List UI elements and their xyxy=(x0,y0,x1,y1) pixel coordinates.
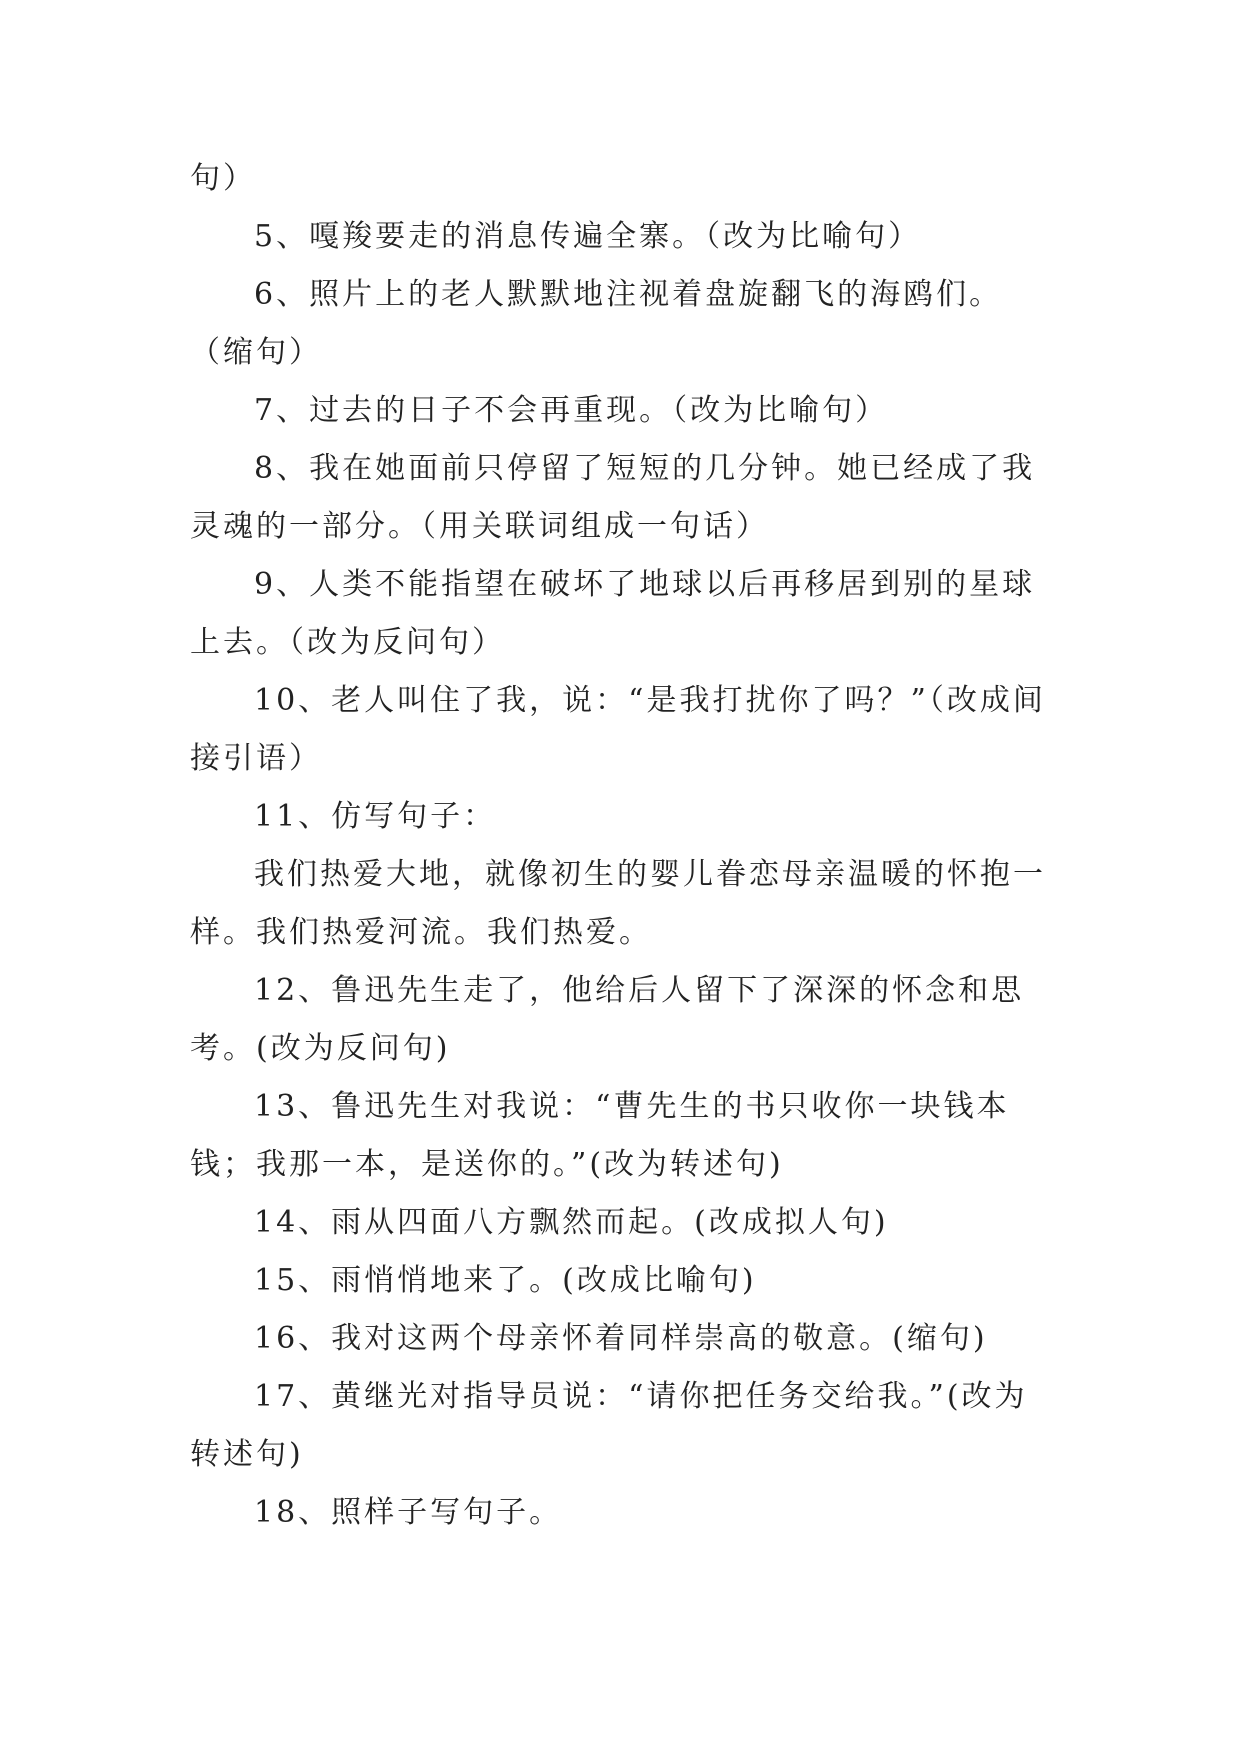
paragraph: 7、过去的日子不会再重现。（改为比喻句） xyxy=(254,393,889,428)
paragraph: 12、鲁迅先生走了，他给后人留下了深深的怀念和思考。(改为反问句) xyxy=(190,973,1025,1066)
paragraph: 6、照片上的老人默默地注视着盘旋翻飞的海鸥们。（缩句） xyxy=(190,277,1003,370)
paragraph: 9、人类不能指望在破坏了地球以后再移居到别的星球上去。（改为反问句） xyxy=(190,567,1036,660)
paragraph: 18、照样子写句子。 xyxy=(254,1495,563,1530)
paragraph: 14、雨从四面八方飘然而起。(改成拟人句) xyxy=(254,1205,889,1240)
paragraph: 17、黄继光对指导员说：“请你把任务交给我。”(改为转述句) xyxy=(190,1379,1028,1472)
paragraph: 5、嘎羧要走的消息传遍全寨。（改为比喻句） xyxy=(254,219,922,254)
paragraph: 10、老人叫住了我，说：“是我打扰你了吗？”（改成间接引语） xyxy=(190,683,1046,776)
paragraph: 11、仿写句子： xyxy=(254,799,497,834)
paragraph: 8、我在她面前只停留了短短的几分钟。她已经成了我灵魂的一部分。（用关联词组成一句话） xyxy=(190,451,1036,544)
document-page xyxy=(190,150,1052,1542)
paragraph: 16、我对这两个母亲怀着同样崇高的敬意。(缩句) xyxy=(254,1321,988,1356)
paragraph: 句） xyxy=(190,161,256,196)
paragraph: 我们热爱大地，就像初生的婴儿眷恋母亲温暖的怀抱一样。我们热爱河流。我们热爱。 xyxy=(190,857,1046,950)
paragraph: 15、雨悄悄地来了。(改成比喻句) xyxy=(254,1263,757,1298)
paragraph: 13、鲁迅先生对我说：“曹先生的书只收你一块钱本钱；我那一本，是送你的。”(改为转述句) xyxy=(190,1089,1010,1182)
